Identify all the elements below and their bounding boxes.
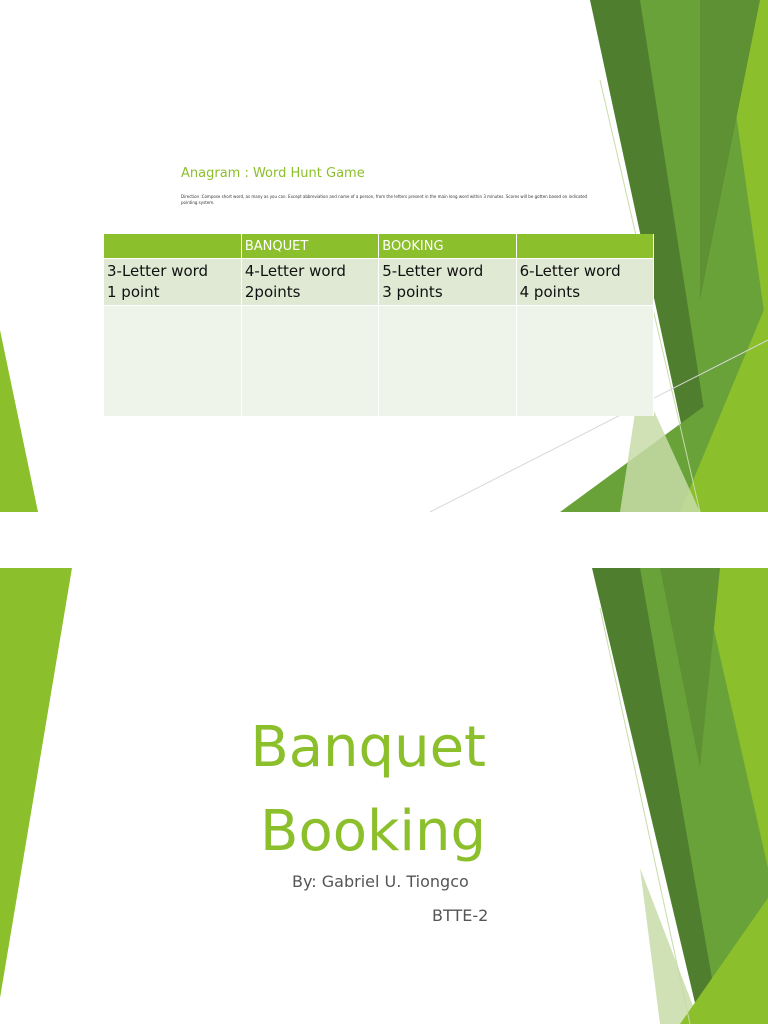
points-label: 3 points bbox=[382, 283, 443, 301]
answer-cell bbox=[104, 306, 241, 417]
table-row-answers bbox=[104, 306, 654, 417]
table-header-row bbox=[104, 234, 654, 259]
points-label: 2points bbox=[244, 283, 301, 301]
answer-cell bbox=[379, 306, 516, 417]
points-cell-5-letter bbox=[379, 259, 516, 306]
scoring-table bbox=[104, 234, 654, 416]
header-cell bbox=[104, 234, 241, 259]
slide-2 bbox=[0, 568, 768, 1024]
game-directions: Direction :Compose short word, as many as you can. Except abbreviation and name of a person, from the letters present in the main long word within 3 minutes. Scores will be gotten based on indicated pointing system. bbox=[181, 194, 588, 205]
word-length-label: 4-Letter word bbox=[244, 262, 346, 280]
header-cell-banquet: BANQUET bbox=[241, 234, 378, 259]
presentation-title bbox=[250, 706, 486, 874]
points-cell-3-letter bbox=[104, 259, 241, 306]
author-line: By: Gabriel U. Tiongco bbox=[292, 872, 469, 891]
points-cell-6-letter bbox=[516, 259, 653, 306]
title-line-2: Booking bbox=[260, 799, 486, 864]
slide-divider bbox=[0, 512, 768, 568]
header-cell bbox=[516, 234, 653, 259]
table-row-points bbox=[104, 259, 654, 306]
points-label: 4 points bbox=[519, 283, 581, 301]
game-title: Anagram : Word Hunt Game bbox=[181, 166, 365, 181]
answer-cell bbox=[241, 306, 378, 417]
title-line-1: Banquet bbox=[250, 715, 486, 780]
section-label: BTTE-2 bbox=[432, 906, 489, 925]
answer-cell bbox=[516, 306, 653, 417]
word-length-label: 6-Letter word bbox=[519, 262, 621, 280]
header-cell-booking: BOOKING bbox=[379, 234, 516, 259]
points-label: 1 point bbox=[107, 283, 160, 301]
points-cell-4-letter bbox=[241, 259, 378, 306]
word-length-label: 3-Letter word bbox=[107, 262, 209, 280]
word-length-label: 5-Letter word bbox=[382, 262, 484, 280]
